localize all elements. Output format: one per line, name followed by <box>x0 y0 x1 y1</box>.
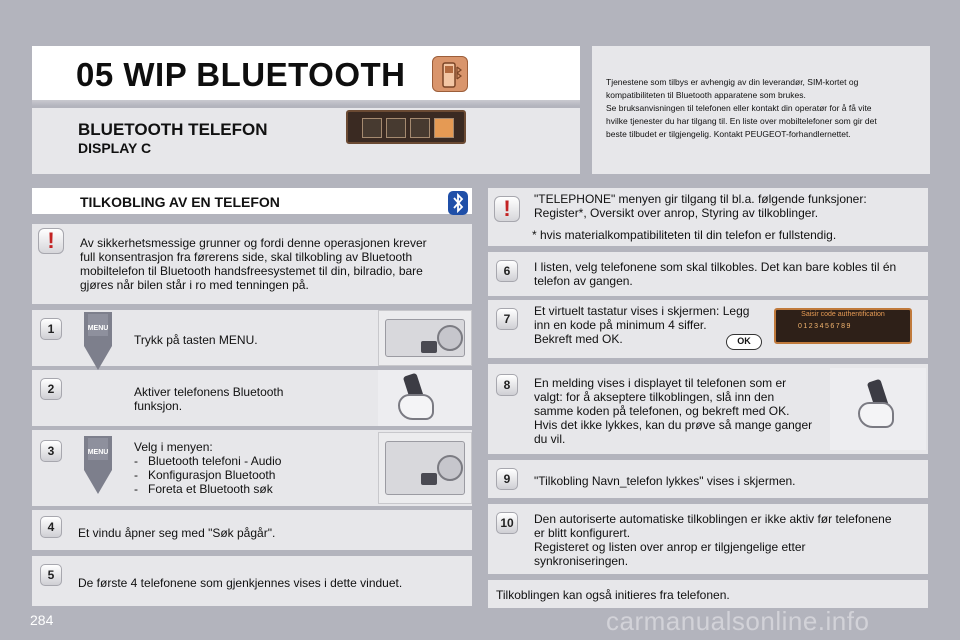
step-line: Bekreft med OK. <box>534 332 623 346</box>
step-line: inn en kode på minimum 4 siffer. <box>534 318 707 332</box>
menu-options <box>134 454 281 496</box>
ok-button-icon: OK <box>726 334 762 350</box>
warning-text <box>80 236 427 292</box>
step-number: 7 <box>496 308 518 330</box>
radio-knob <box>437 455 463 481</box>
virtual-keypad-image <box>774 308 912 344</box>
step-line: telefon av gangen. <box>534 274 633 288</box>
step-text <box>534 260 896 288</box>
menu-label: MENU <box>87 325 109 332</box>
radio-knob <box>437 325 463 351</box>
step-number: 6 <box>496 260 518 282</box>
menu-option: - Konfigurasjon Bluetooth <box>134 468 281 482</box>
step-line: samme koden på telefonen, og bekreft med OK. <box>534 404 790 418</box>
step-number: 8 <box>496 374 518 396</box>
step-text: Trykk på tasten MENU. <box>134 333 258 347</box>
chapter-banner <box>32 46 580 100</box>
step-text <box>134 440 281 496</box>
step-text: "Tilkobling Navn_telefon lykkes" vises i skjermen. <box>534 474 796 488</box>
step-line: I listen, velg telefonene som skal tilkobles. Det kan bare kobles til én <box>534 260 897 274</box>
display-c-image <box>346 110 466 144</box>
info-line: Tjenestene som tilbys er avhengig av din leverandør, SIM-kortet og <box>606 77 859 87</box>
step-number: 3 <box>40 440 62 462</box>
menu-button-icon <box>80 312 116 370</box>
right-warning-text <box>534 192 867 220</box>
menu-option: - Bluetooth telefoni - Audio <box>134 454 281 468</box>
radio-highlight <box>421 341 437 353</box>
step-text: De første 4 telefonene som gjenkjennes vises i dette vinduet. <box>78 576 403 590</box>
footnote: * hvis materialkompatibiliteten til din telefon er fullstendig. <box>532 228 837 242</box>
radio-highlight <box>421 473 437 485</box>
watermark: carmanualsonline.info <box>606 606 870 636</box>
info-line: hvilke tjenester du har tilgang til. En liste over mobiltelefoner som gir det <box>606 116 877 126</box>
step-line: En melding vises i displayet til telefonen som er <box>534 376 787 390</box>
section-subtitle: DISPLAY C <box>78 140 152 156</box>
step-line: Aktiver telefonens Bluetooth <box>134 385 284 399</box>
warning-icon: ! <box>38 228 64 254</box>
warning-line: full konsentrasjon fra førerens side, skal tilkobling av Bluetooth <box>80 250 413 264</box>
menu-button-icon <box>80 436 116 494</box>
step-line: du vil. <box>534 432 566 446</box>
closing-text: Tilkoblingen kan også initieres fra telefonen. <box>496 588 730 602</box>
menu-label: MENU <box>87 449 109 456</box>
step-number: 10 <box>496 512 518 534</box>
step-text <box>534 304 749 346</box>
left-title: TILKOBLING AV EN TELEFON <box>80 194 280 210</box>
warning-line: Av sikkerhetsmessige grunner og fordi denne operasjonen krever <box>80 236 427 250</box>
warning-line: mobiltelefon til Bluetooth handsfreesystemet til din, bilradio, bare <box>80 264 423 278</box>
warning-line: "TELEPHONE" menyen gir tilgang til bl.a. følgende funksjoner: <box>534 192 867 206</box>
step-number: 5 <box>40 564 62 586</box>
section-title: BLUETOOTH TELEFON <box>78 120 268 139</box>
step-line: er blitt konfigurert. <box>534 526 631 540</box>
warning-line: Register*, Oversikt over anrop, Styring av tilkoblinger. <box>534 206 819 220</box>
step-number: 4 <box>40 516 62 538</box>
left-title-banner <box>32 188 472 214</box>
radio-image <box>378 432 472 504</box>
step-text <box>134 385 283 413</box>
display-segment <box>410 118 430 138</box>
step-number: 1 <box>40 318 62 340</box>
phone-icon <box>432 56 468 92</box>
step-line: synkroniseringen. <box>534 554 629 568</box>
phone-hand-image <box>830 368 926 450</box>
radio-image <box>378 310 472 366</box>
step-text <box>534 512 892 568</box>
hand-shape <box>398 394 434 420</box>
display-segment <box>362 118 382 138</box>
warning-line: gjøres når bilen står i ro med tenningen på. <box>80 278 309 292</box>
keypad-digits: 0123456789 <box>798 323 852 330</box>
info-line: beste tilbudet er tilgjengelig. Kontakt PEUGEOT-forhandlernettet. <box>606 129 851 139</box>
info-line: kompatibiliteten til Bluetooth apparatene som brukes. <box>606 90 806 100</box>
step-line: Velg i menyen: <box>134 440 213 454</box>
step-line: Registeret og listen over anrop er tilgjengelige etter <box>534 540 806 554</box>
step-line: Hvis det ikke lykkes, kan du prøve så mange ganger <box>534 418 813 432</box>
hand-shape <box>858 402 894 428</box>
page-number: 284 <box>30 612 54 628</box>
step-line: funksjon. <box>134 399 183 413</box>
step-line: Den autoriserte automatiske tilkoblingen er ikke aktiv før telefonene <box>534 512 892 526</box>
warning-icon: ! <box>494 196 520 222</box>
step-line: valgt: for å akseptere tilkoblingen, slå inn den <box>534 390 775 404</box>
step-line: Et virtuelt tastatur vises i skjermen: Legg <box>534 304 750 318</box>
step-text <box>534 376 812 446</box>
info-box <box>592 46 930 174</box>
step-number: 2 <box>40 378 62 400</box>
display-segment <box>386 118 406 138</box>
chapter-title: 05 WIP BLUETOOTH <box>76 56 406 93</box>
keypad-title: Saisir code authentification <box>801 311 885 318</box>
display-segment <box>434 118 454 138</box>
step-number: 9 <box>496 468 518 490</box>
info-line: Se bruksanvisningen til telefonen eller kontakt din operatør for å få vite <box>606 103 872 113</box>
phone-hand-image <box>378 370 472 426</box>
step-text: Et vindu åpner seg med "Søk pågår". <box>78 526 276 540</box>
menu-option: - Foreta et Bluetooth søk <box>134 482 281 496</box>
bluetooth-icon <box>448 191 468 215</box>
